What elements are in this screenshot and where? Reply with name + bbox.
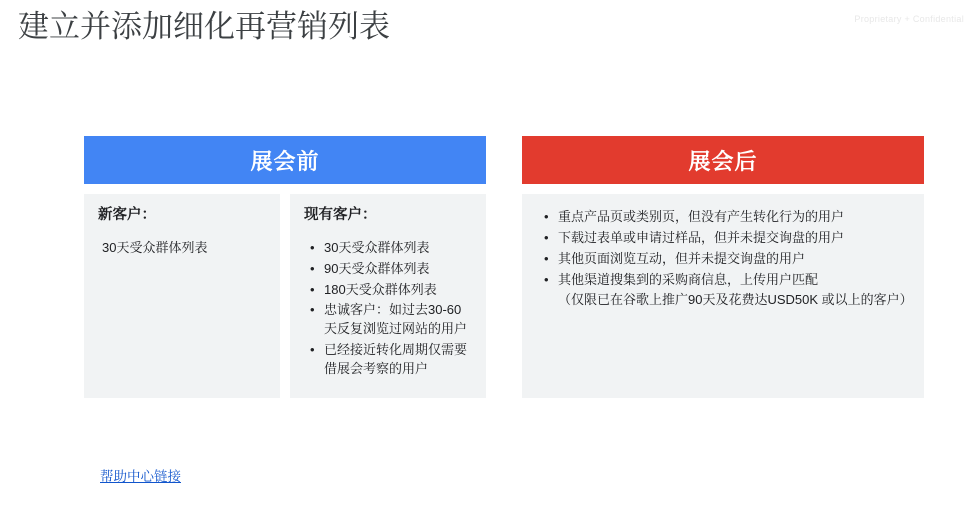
list-item: • 下载过表单或申请过样品，但并未提交询盘的用户 (558, 229, 908, 248)
panel-existing-customers (290, 194, 486, 398)
list-item: • 忠诚客户：如过去30-60天反复浏览过网站的用户 (324, 301, 472, 339)
panel-new-customers (84, 194, 280, 398)
column-after-show (522, 136, 924, 398)
page-title: 建立并添加细化再营销列表 (18, 9, 390, 44)
list-item: • 90天受众群体列表 (324, 260, 472, 279)
list-item: • 已经接近转化周期仅需要借展会考察的用户 (324, 341, 472, 379)
column-before-show (84, 136, 486, 398)
panel-after-show-list (538, 208, 913, 310)
list-item: • 其他页面浏览互动，但并未提交询盘的用户 (558, 250, 908, 269)
list-item-note: （仅限已在谷歌上推广90天及花费达USD50K 或以上的客户） (558, 292, 913, 308)
panel-existing-customers-list (304, 239, 472, 379)
panel-new-customers-item: 30天受众群体列表 (102, 239, 208, 255)
before-show-panels (84, 194, 486, 398)
after-show-header: 展会后 (522, 136, 924, 184)
panel-new-customers-heading: 新客户： (98, 207, 156, 223)
help-center-link[interactable]: 帮助中心链接 (100, 469, 181, 484)
confidential-watermark: Proprietary + Confidential (854, 14, 964, 24)
before-show-header: 展会前 (84, 136, 486, 184)
list-item: • 30天受众群体列表 (324, 239, 472, 258)
list-item: • 重点产品页或类别页，但没有产生转化行为的用户 (558, 208, 908, 227)
list-item: • 其他渠道搜集到的采购商信息，上传用户匹配 (558, 271, 908, 290)
panel-existing-customers-heading: 现有客户： (304, 207, 377, 223)
list-item: • 180天受众群体列表 (324, 281, 472, 300)
panel-after-show-audiences (522, 194, 924, 398)
